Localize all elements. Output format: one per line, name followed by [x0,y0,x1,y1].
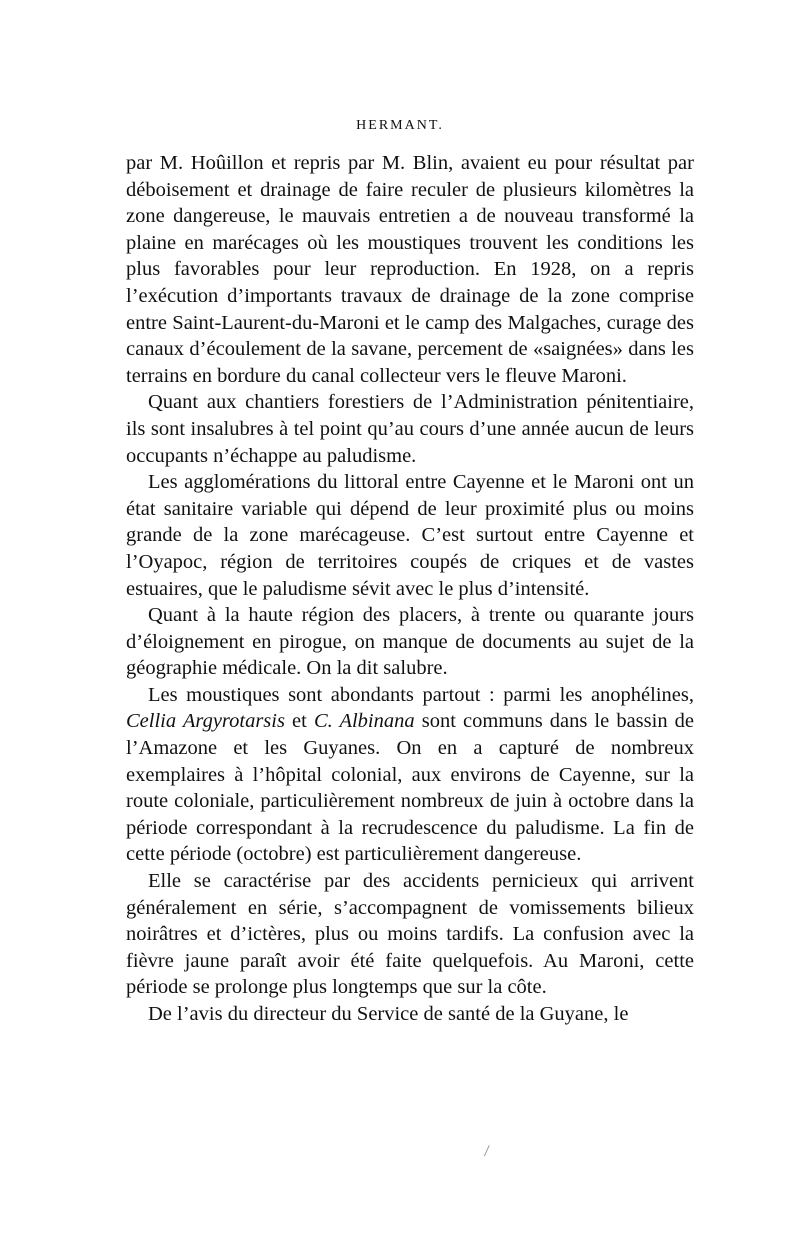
paragraph-2: Quant aux chantiers forestiers de l’Administration pénitentiaire, ils sont insalubres à tel point qu’au cours d’une année aucun de leurs occupants n’échappe au paludisme. [126,391,694,467]
paragraph-3: Les agglomérations du littoral entre Cayenne et le Maroni ont un état sanitaire variable qui dépend de leur proximité plus ou moins grande de la zone marécageuse. C’est surtout entre Cayenne et l’Oyapoc, région de territoires coupés de criques et de vastes estuaires, que le paludisme sévit avec le plus d’intensité. [126,471,694,600]
paragraph-5 [126,682,694,868]
scan-mark [484,1145,495,1159]
species-name-cellia: Cellia Argyrotarsis [126,710,285,733]
paragraph-5-text-a: Les moustiques sont abondants partout : parmi les anophélines, [148,683,694,706]
paragraph-7: De l’avis du directeur du Service de santé de la Guyane, le [148,1003,629,1025]
body-text [126,150,694,1028]
paragraph-1: par M. Hoûillon et repris par M. Blin, avaient eu pour résultat par déboisement et drainage de faire reculer de plusieurs kilomètres la zone dangereuse, le mauvais entretien a de nouveau transformé la plaine en marécages où les moustiques trouvent les conditions les plus favorables pour leur reproduction. En 1928, on a repris l’exécution d’importants travaux de drainage de la zone comprise entre Saint-Laurent-du-Maroni et le camp des Malgaches, curage des canaux d’écoulement de la savane, percement de «saignées» dans les terrains en bordure du canal collecteur vers le fleuve Maroni. [126,152,694,387]
paragraph-5-text-b: et [284,710,314,733]
paragraph-4: Quant à la haute région des placers, à trente ou quarante jours d’éloignement en pirogue, on manque de documents au sujet de la géographie médicale. On la dit salubre. [126,604,694,680]
running-header: HERMANT. [356,118,444,133]
paragraph-5-text-c: sont communs dans le bassin de l’Amazone et les Guyanes. On en a capturé de nombreux exemplaires à l’hôpital colonial, aux environs de Cayenne, sur la route coloniale, particulièrement nombreux de juin à octobre dans la période correspondant à la recrudescence du paludisme. La fin de cette période (octobre) est particulièrement dangereuse. [126,710,695,866]
paragraph-6: Elle se caractérise par des accidents pernicieux qui arrivent généralement en série, s’accompagnent de vomissements bilieux noirâtres et d’ictères, plus ou moins tardifs. La confusion avec la fièvre jaune paraît avoir été faite quelquefois. Au Maroni, cette période se prolonge plus longtemps que sur la côte. [126,870,694,999]
species-name-albinana: C. Albinana [313,710,415,733]
